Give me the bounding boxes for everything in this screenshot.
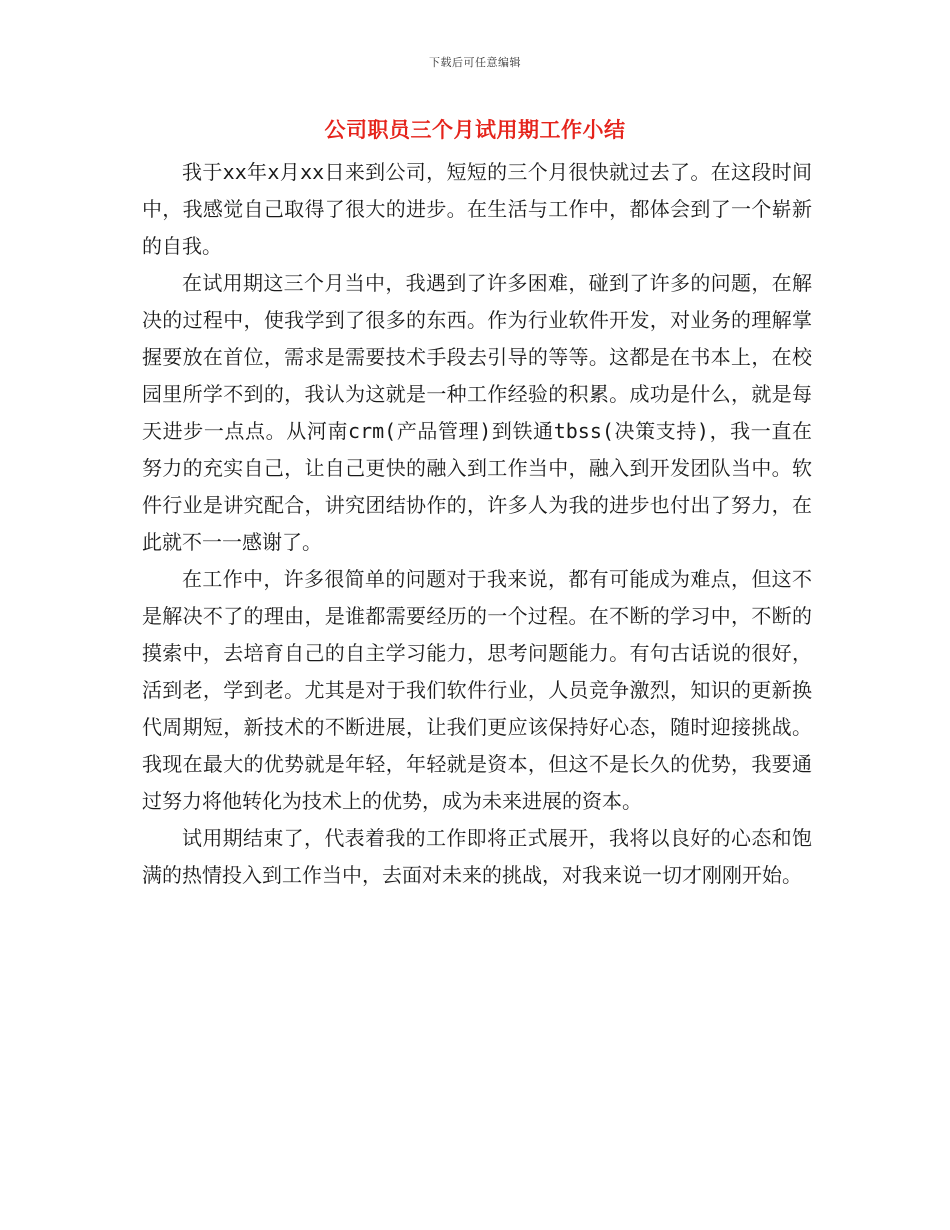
paragraph-3: 在工作中，许多很简单的问题对于我来说，都有可能成为难点，但这不是解决不了的理由，是谁都需要经历的一个过程。在不断的学习中，不断的摸索中，去培育自己的自主学习能力，思考问题能力。有句古话说的很好，活到老，学到老。尤其是对于我们软件行业，人员竞争激烈，知识的更新换代周期短，新技术的不断进展，让我们更应该保持好心态，随时迎接挑战。我现在最大的优势就是年轻，年轻就是资本，但这不是长久的优势，我要通过努力将他转化为技术上的优势，成为未来进展的资本。 xyxy=(142,567,812,813)
document-title: 公司职员三个月试用期工作小结 xyxy=(324,117,626,142)
paragraph-1: 我于xx年x月xx日来到公司，短短的三个月很快就过去了。在这段时间中，我感觉自己取得了很大的进步。在生活与工作中，都体会到了一个崭新的自我。 xyxy=(142,160,812,258)
document-body xyxy=(142,154,812,894)
paragraph-2: 在试用期这三个月当中，我遇到了许多困难，碰到了许多的问题，在解决的过程中，使我学到了很多的东西。作为行业软件开发，对业务的理解掌握要放在首位，需求是需要技术手段去引导的等等。这都是在书本上，在校园里所学不到的，我认为这就是一种工作经验的积累。成功是什么，就是每天进步一点点。从河南crm(产品管理)到铁通tbss(决策支持)，我一直在努力的充实自己，让自己更快的融入到工作当中，融入到开发团队当中。软件行业是讲究配合，讲究团结协作的，许多人为我的进步也付出了努力，在此就不一一感谢了。 xyxy=(142,271,812,554)
paragraph-4: 试用期结束了，代表着我的工作即将正式展开，我将以良好的心态和饱满的热情投入到工作当中，去面对未来的挑战，对我来说一切才刚刚开始。 xyxy=(142,826,812,887)
header-note: 下载后可任意编辑 xyxy=(429,56,521,69)
